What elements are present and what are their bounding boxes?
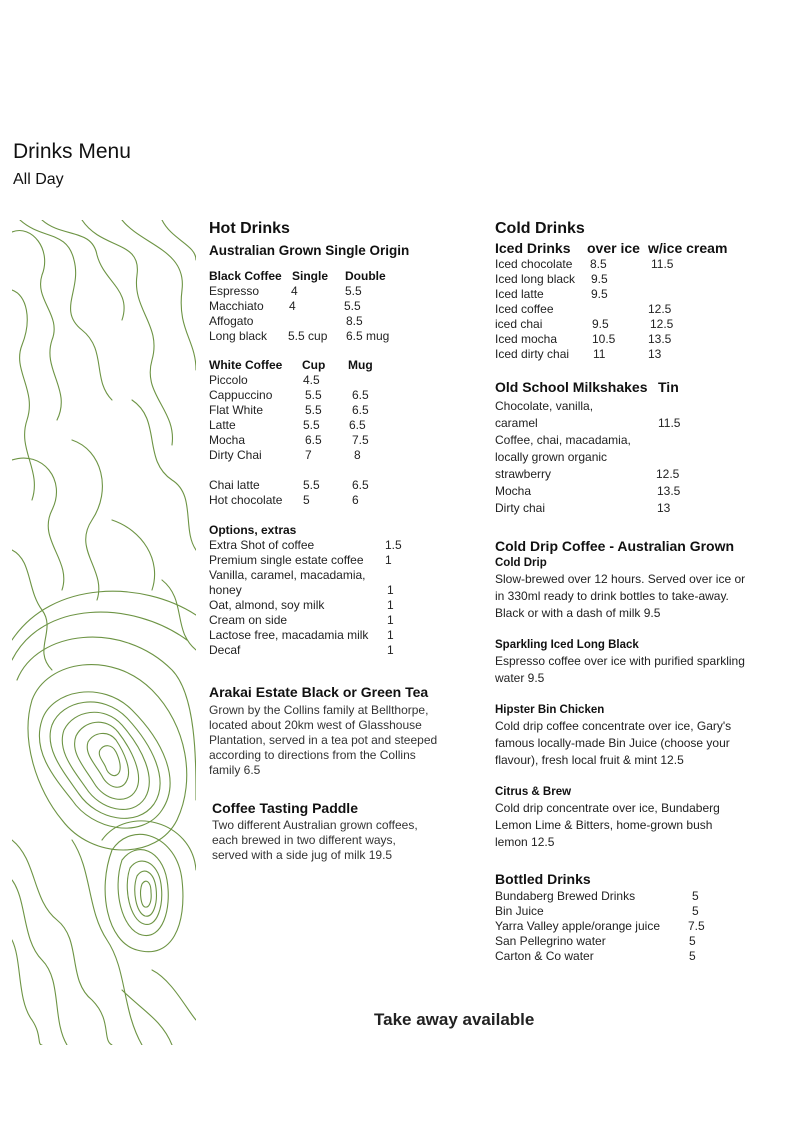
table-row: caramel 11.5 [495, 416, 681, 430]
cold-drip-section [495, 538, 785, 851]
list-item: Cold Drip Slow-brewed over 12 hours. Served over ice or in 330ml ready to drink bottles to take-away. Black or with a dash of milk 9.5 [495, 557, 746, 620]
list-item: Sparkling Iced Long Black Espresso coffee over ice with purified sparkling water 9.5 [495, 639, 745, 685]
tea-title: Arakai Estate Black or Green Tea [209, 684, 429, 700]
hot-drinks-subtitle: Australian Grown Single Origin [209, 243, 410, 258]
table-row: Coffee, chai, macadamia, [495, 433, 631, 447]
topographic-lines-icon [12, 220, 196, 1045]
table-row: Iced coffee 12.5 [495, 302, 672, 316]
paddle-description: Two different Australian grown coffees, each brewed in two different ways, served with a side jug of milk 19.5 [212, 818, 418, 862]
table-row: Chai latte 5.5 6.5 [209, 478, 369, 492]
table-row: Iced dirty chai 11 13 [495, 347, 662, 361]
table-row: Yarra Valley apple/orange juice 7.5 [495, 919, 705, 933]
options-table [209, 523, 459, 658]
table-header: Black Coffee Single Double [209, 269, 386, 283]
list-item: Citrus & Brew Cold drip concentrate over ice, Bundaberg Lemon Lime & Bitters, home-grown bush lemon 12.5 [495, 786, 720, 849]
table-row: Decaf 1 [209, 643, 394, 657]
paddle-title: Coffee Tasting Paddle [212, 800, 358, 816]
table-row: Lactose free, macadamia milk 1 [209, 628, 394, 642]
table-row: iced chai 9.5 12.5 [495, 317, 674, 331]
bottled-title: Bottled Drinks [495, 871, 591, 887]
table-row: Chocolate, vanilla, [495, 399, 594, 413]
table-row: Macchiato 4 5.5 [209, 299, 361, 313]
table-row: Bundaberg Brewed Drinks 5 [495, 889, 699, 903]
cold-drinks-title: Cold Drinks [495, 220, 585, 237]
table-row: Affogato 8.5 [209, 314, 363, 328]
table-row: Premium single estate coffee 1 [209, 553, 392, 567]
table-row: strawberry 12.5 [495, 467, 680, 481]
iced-drinks-table [495, 239, 785, 362]
table-row: Extra Shot of coffee 1.5 [209, 538, 402, 552]
takeaway-note: Take away available [374, 1010, 535, 1029]
tea-section [209, 684, 459, 778]
list-item: Hipster Bin Chicken Cold drip coffee concentrate over ice, Gary's famous locally-made Bin Juice (choose your flavour), fresh local fruit & mint 12.5 [495, 704, 732, 767]
table-row: Iced latte 9.5 [495, 287, 608, 301]
table-row: Piccolo 4.5 [209, 373, 320, 387]
hot-drinks-title: Hot Drinks [209, 220, 290, 237]
white-coffee-table [209, 358, 459, 508]
table-row: Dirty chai 13 [495, 501, 671, 515]
table-row: Latte 5.5 6.5 [209, 418, 366, 432]
table-header: Old School Milkshakes Tin [495, 379, 679, 395]
table-row: Mocha 6.5 7.5 [209, 433, 369, 447]
table-row: Long black 5.5 cup 6.5 mug [209, 329, 390, 343]
paddle-section [212, 800, 462, 863]
options-title: Options, extras [209, 523, 297, 537]
table-row: Cappuccino 5.5 6.5 [209, 388, 369, 402]
table-row: Oat, almond, soy milk 1 [209, 598, 394, 612]
page-title: Drinks Menu [13, 140, 131, 163]
page-subtitle: All Day [13, 171, 64, 188]
table-row: Flat White 5.5 6.5 [209, 403, 369, 417]
table-row: honey 1 [209, 583, 394, 597]
bottled-drinks-table [495, 871, 785, 964]
cold-drip-title: Cold Drip Coffee - Australian Grown [495, 538, 735, 554]
table-row: Iced long black 9.5 [495, 272, 608, 286]
table-row: locally grown organic [495, 450, 608, 464]
table-row: Vanilla, caramel, macadamia, [209, 568, 366, 582]
black-coffee-table [209, 269, 459, 344]
table-header: Iced Drinks over ice w/ice cream [495, 240, 728, 256]
table-row: Iced chocolate 8.5 11.5 [495, 257, 674, 271]
table-row: Cream on side 1 [209, 613, 394, 627]
table-header: White Coffee Cup Mug [209, 358, 373, 372]
table-row: Mocha 13.5 [495, 484, 681, 498]
tea-description: Grown by the Collins family at Bellthorpe, located about 20km west of Glasshouse Plantation, served in a tea pot and steeped according to directions from the Collins family 6.5 [209, 703, 438, 777]
table-row: Hot chocolate 5 6 [209, 493, 359, 507]
table-row: Carton & Co water 5 [495, 949, 696, 963]
table-row: Iced mocha 10.5 13.5 [495, 332, 672, 346]
table-row: San Pellegrino water 5 [495, 934, 696, 948]
milkshakes-table [495, 376, 785, 517]
table-row: Bin Juice 5 [495, 904, 699, 918]
table-row: Espresso 4 5.5 [209, 284, 362, 298]
table-row: Dirty Chai 7 8 [209, 448, 361, 462]
